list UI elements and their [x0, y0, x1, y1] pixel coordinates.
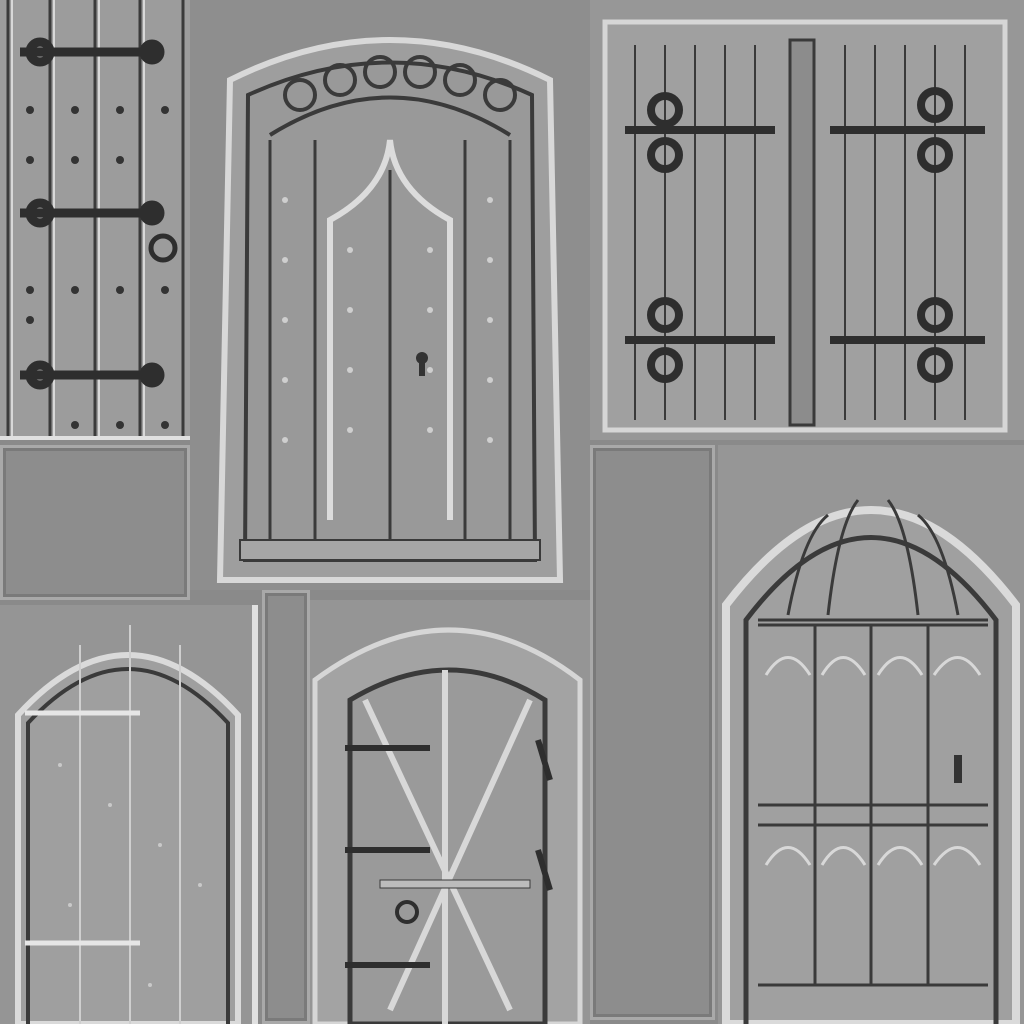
door-tile-double-scroll-hinges	[590, 0, 1024, 440]
gothic-tracery-door-image	[718, 445, 1024, 1024]
round-arch-door-image	[0, 605, 258, 1024]
strap-hinge-door-image	[0, 0, 190, 440]
door-tile-gothic-tracery	[718, 445, 1024, 1024]
filler-panel-left	[0, 445, 190, 600]
filler-panel-lower	[262, 590, 310, 1024]
filler-panel-middle	[590, 445, 715, 1020]
door-tile-cross-braced	[310, 600, 590, 1024]
door-tile-strap-hinges	[0, 0, 190, 440]
door-tile-round-arch	[0, 605, 258, 1024]
cross-braced-door-image	[310, 600, 590, 1024]
door-handle	[954, 755, 962, 783]
door-tile-gothic-studded	[190, 0, 590, 590]
gothic-studded-door-image	[190, 0, 590, 590]
double-door-image	[590, 0, 1024, 440]
